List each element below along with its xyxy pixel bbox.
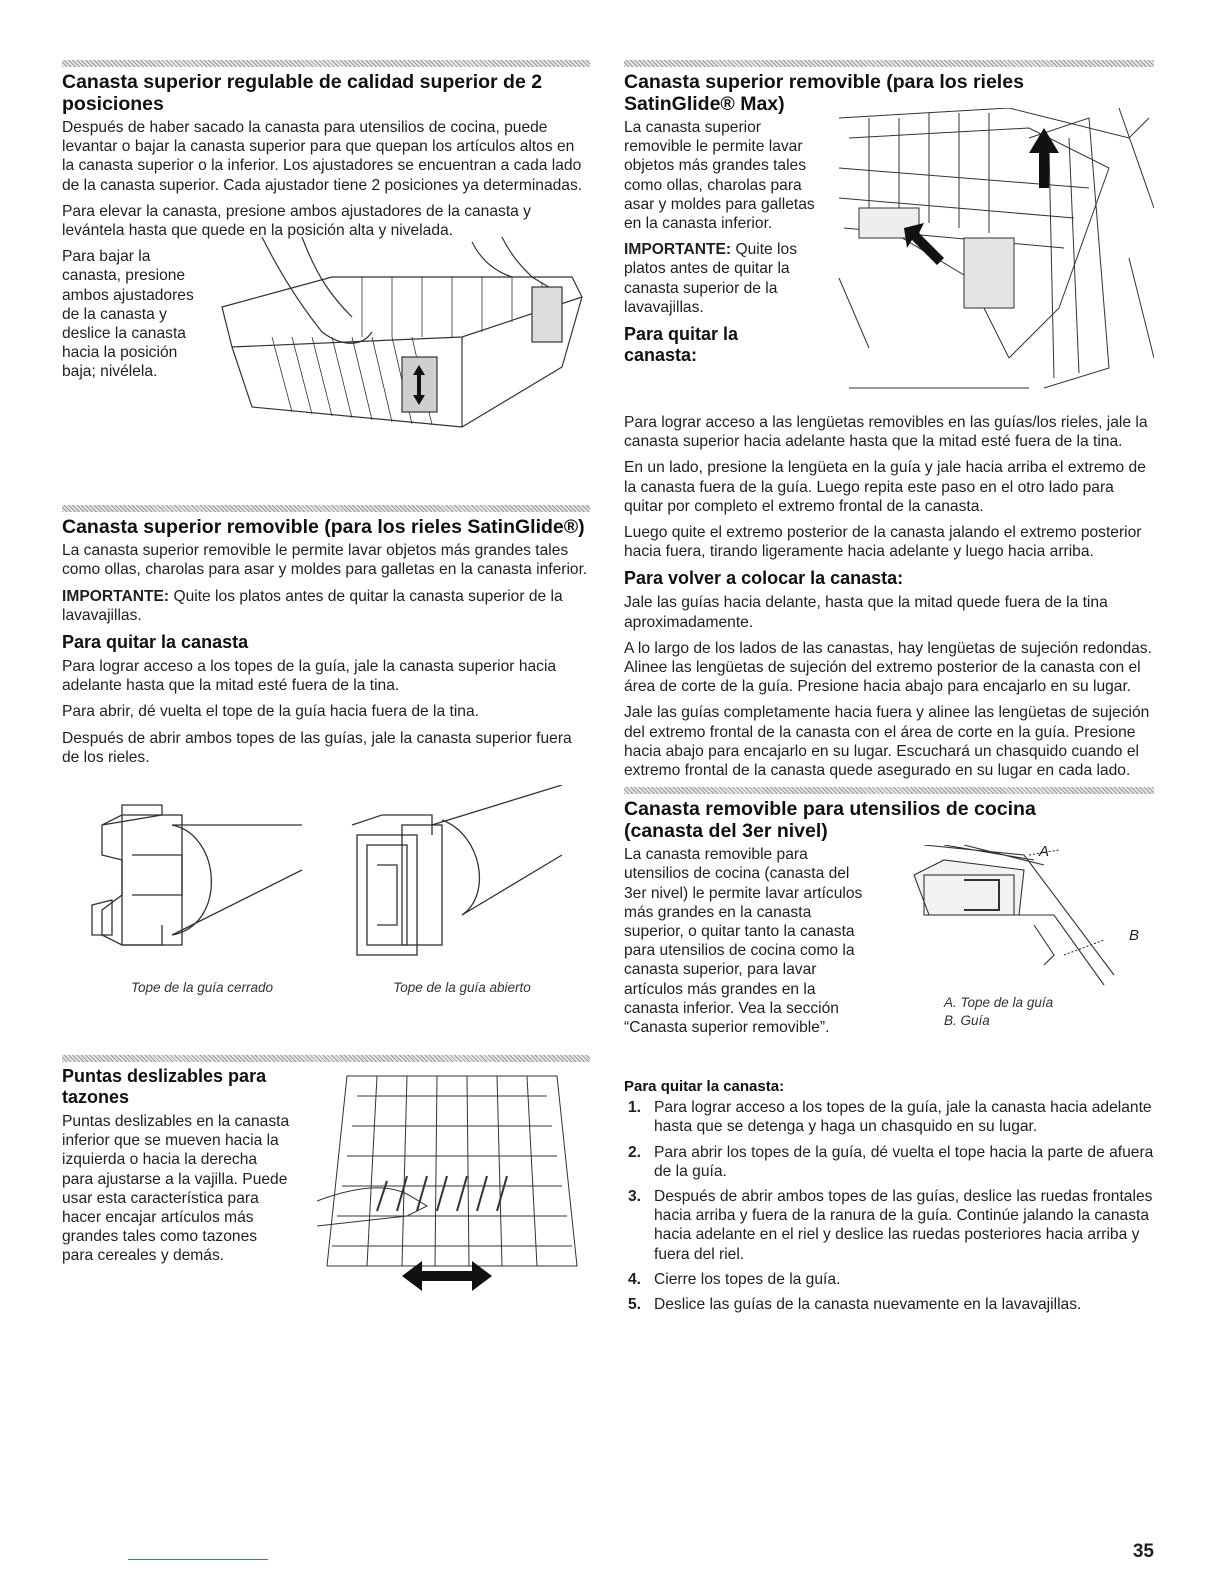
paragraph: En un lado, presione la lengüeta en la guía y jale hacia arriba el extremo de la canasta fuera de la guía. Luego repita este paso en el otro lado para quitar por completo el extremo frontal de la canasta. bbox=[624, 459, 1146, 515]
paragraph: La canasta superior removible le permite lavar objetos más grandes tales como ollas, charolas para asar y moldes para galletas en la canasta inferior. bbox=[624, 119, 815, 233]
caption-a: A. Tope de la guía bbox=[944, 995, 1054, 1011]
section-title-cutlery-rack: Canasta removible para utensilios de cocina (canasta del 3er nivel) bbox=[624, 798, 1036, 843]
guide-stop-open-illustration bbox=[342, 785, 572, 995]
paragraph: Puntas deslizables en la canasta inferior que se mueven hacia la izquierda o hacia la derecha para ajustarse a la vajilla. Puede usar esta característica para hacer encajar artículos más grandes tales como tazones para cereales y demás. bbox=[62, 1113, 290, 1265]
step-number: 5. bbox=[628, 1296, 642, 1314]
list-item bbox=[624, 1187, 1154, 1264]
left-column bbox=[62, 60, 590, 1306]
paragraph: Para lograr acceso a los topes de la guía, jale la canasta superior hacia adelante hasta que la mitad esté fuera de la tina. bbox=[62, 658, 557, 695]
paragraph: A lo largo de los lados de las canastas, hay lengüetas de sujeción redondas. Alinee las lengüetas de sujeción del extremo posterior de la canasta con el área de corte de la guía. Presione hacia abajo para encajarlo en su lugar. bbox=[624, 639, 1152, 696]
important-label: IMPORTANTE: bbox=[624, 241, 732, 259]
important-text: Quite los platos antes de quitar la canasta superior de la lavavajillas. bbox=[624, 241, 797, 316]
list-item bbox=[624, 1143, 1154, 1181]
important-paragraph bbox=[62, 587, 590, 625]
paragraph: Jale las guías hacia delante, hasta que la mitad quede fuera de la tina aproximadamente. bbox=[624, 594, 1108, 631]
cutlery-rack-block bbox=[624, 845, 1154, 1071]
important-paragraph bbox=[624, 240, 804, 317]
link-underline[interactable] bbox=[128, 1559, 268, 1560]
subheading-remove-cutlery-rack: Para quitar la canasta: bbox=[624, 1078, 785, 1096]
step-text: Deslice las guías de la canasta nuevamente en la lavavajillas. bbox=[654, 1296, 1082, 1314]
tines-block bbox=[62, 1066, 590, 1306]
step-text: Después de abrir ambos topes de las guías, deslice las ruedas frontales hacia arriba y fuera de la ranura de la guía. Continúe jalando la canasta hacia adelante en el riel y deslice las ruedas posteriores hacia arriba y fuera del riel. bbox=[654, 1188, 1153, 1263]
section-divider bbox=[62, 505, 590, 512]
list-item bbox=[624, 1295, 1154, 1314]
step-text: Cierre los topes de la guía. bbox=[654, 1270, 841, 1288]
paragraph: Para bajar la canasta, presione ambos ajustadores de la canasta y deslice la canasta hacia la posición baja; nivélela. bbox=[62, 248, 194, 381]
section-title-satinglide-rack: Canasta superior removible (para los rieles SatinGlide®) bbox=[62, 516, 585, 539]
step-text: Para lograr acceso a los topes de la guía, jale la canasta hacia adelante hasta que se detenga y haga un chasquido en su lugar. bbox=[654, 1099, 1152, 1136]
section-title-tines: Puntas deslizables para tazones bbox=[62, 1066, 267, 1108]
subheading-remove-rack: Para quitar la canasta bbox=[62, 632, 249, 653]
paragraph: La canasta removible para utensilios de cocina (canasta del 3er nivel) le permite lavar artículos más grandes en la canasta superior, o quitar tanto la canasta para utensilios de cocina como la canasta superior, para lavar artículos más grandes en la canasta inferior. Vea la sección “Canasta superior removible”. bbox=[624, 846, 863, 1037]
section-divider bbox=[62, 60, 590, 67]
page-number: 35 bbox=[1132, 1541, 1154, 1562]
step-number: 2. bbox=[628, 1143, 642, 1161]
caption-guide-stop-closed: Tope de la guía cerrado bbox=[130, 980, 274, 996]
rack-adjuster-illustration bbox=[212, 237, 592, 447]
sliding-tines-illustration bbox=[317, 1066, 587, 1301]
important-text: Quite los platos antes de quitar la canasta superior de la lavavajillas. bbox=[62, 587, 563, 624]
section-divider bbox=[624, 787, 1154, 794]
paragraph: Para lograr acceso a las lengüetas removibles en las guías/los rieles, jale la canasta superior hacia adelante hasta que la mitad esté fuera de la tina. bbox=[624, 414, 1148, 451]
section-divider bbox=[62, 1055, 590, 1062]
guide-stop-closed-illustration bbox=[82, 785, 312, 995]
paragraph: Luego quite el extremo posterior de la canasta jalando el extremo posterior hacia fuera, tirando ligeramente hacia adelante y luego hacia arriba. bbox=[624, 524, 1142, 561]
step-number: 1. bbox=[628, 1099, 642, 1117]
guide-stop-detail-illustration bbox=[904, 843, 1154, 1029]
step-number: 3. bbox=[628, 1188, 642, 1206]
list-item bbox=[624, 1098, 1154, 1136]
steps-list bbox=[624, 1098, 1154, 1314]
section-title-adjustable-rack: Canasta superior regulable de calidad superior de 2 posiciones bbox=[62, 71, 543, 115]
label-a: A bbox=[1039, 843, 1050, 861]
guide-stop-figures bbox=[62, 785, 590, 1035]
section-divider bbox=[624, 60, 1154, 67]
paragraph: Después de abrir ambos topes de las guías, jale la canasta superior fuera de los rieles. bbox=[62, 729, 572, 766]
list-item bbox=[624, 1270, 1154, 1289]
paragraph: Para abrir, dé vuelta el tope de la guía hacia fuera de la tina. bbox=[62, 703, 479, 721]
subheading-replace-rack: Para volver a colocar la canasta: bbox=[624, 568, 904, 589]
caption-guide-stop-open: Tope de la guía abierto bbox=[393, 980, 531, 996]
satinglide-max-block bbox=[624, 118, 1154, 413]
caption-b: B. Guía bbox=[944, 1013, 990, 1029]
lower-rack-block bbox=[62, 247, 590, 479]
right-column bbox=[624, 60, 1154, 1320]
label-b: B bbox=[1129, 927, 1140, 945]
paragraph: Después de haber sacado la canasta para utensilios de cocina, puede levantar o bajar la canasta superior para que quepan los artículos altos en la canasta superior o la inferior. Los ajustadores se encuentran a cada lado de la canasta superior. Cada ajustador tiene 2 posiciones ya determinadas. bbox=[62, 119, 583, 194]
step-number: 4. bbox=[628, 1270, 642, 1288]
rack-removal-illustration bbox=[829, 108, 1154, 398]
paragraph: La canasta superior removible le permite lavar objetos más grandes tales como ollas, charolas para asar y moldes para galletas en la canasta inferior. bbox=[62, 542, 588, 579]
paragraph: Para elevar la canasta, presione ambos ajustadores de la canasta y levántela hasta que quede en la posición alta y nivelada. bbox=[62, 202, 531, 240]
subheading-remove-rack: Para quitar la canasta: bbox=[624, 324, 739, 366]
important-label: IMPORTANTE: bbox=[62, 587, 170, 605]
paragraph: Jale las guías completamente hacia fuera y alinee las lengüetas de sujeción del extremo frontal de la canasta con el área de corte en la guía. Presione hacia abajo para encajarlo en su lugar. Escuchará un chasquido cuando el extremo frontal de la canasta quede asegurado en su lugar en cada lado. bbox=[624, 704, 1150, 780]
section-title-satinglide-max-rack: Canasta superior removible (para los rieles SatinGlide® Max) bbox=[624, 71, 1024, 115]
step-text: Para abrir los topes de la guía, dé vuelta el tope hacia la parte de afuera de la guía. bbox=[654, 1143, 1154, 1180]
